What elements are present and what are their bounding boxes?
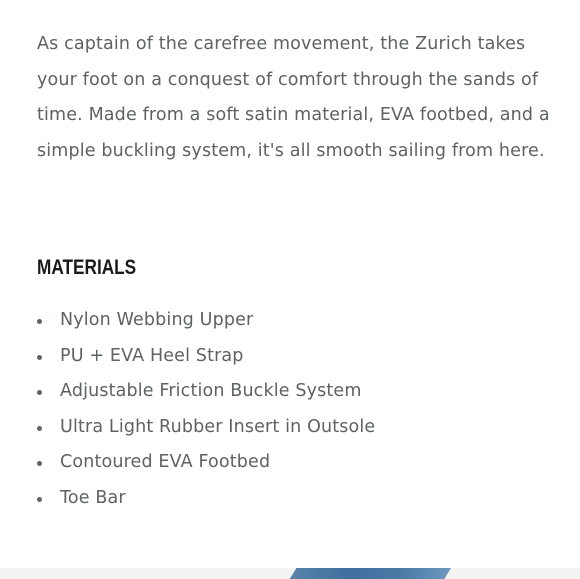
bullet-icon (37, 390, 42, 395)
sandal-image-partial (283, 568, 451, 579)
bullet-icon (37, 461, 42, 466)
list-item (37, 339, 557, 375)
list-item (37, 481, 557, 517)
product-description: As captain of the carefree movement, the Zurich takes your foot on a conquest of comfort through the sands of time. Made from a soft satin material, EVA footbed, and a simple buckling system, it's all smooth sailing from here. (37, 34, 550, 161)
product-image (0, 568, 580, 579)
material-item-label: Nylon Webbing Upper (60, 310, 254, 330)
materials-list (37, 303, 557, 516)
list-item (37, 374, 557, 410)
bullet-icon (37, 319, 42, 324)
material-item-label: Contoured EVA Footbed (60, 452, 271, 472)
bullet-icon (37, 355, 42, 360)
bullet-icon (37, 426, 42, 431)
list-item (37, 303, 557, 339)
list-item (37, 445, 557, 481)
material-item-label: Toe Bar (60, 487, 126, 508)
list-item (37, 410, 557, 446)
materials-heading: MATERIALS (37, 256, 137, 279)
material-item-label: Adjustable Friction Buckle System (60, 381, 362, 401)
material-item-label: PU + EVA Heel Strap (60, 345, 244, 366)
material-item-label: Ultra Light Rubber Insert in Outsole (60, 416, 376, 437)
bullet-icon (37, 497, 42, 502)
